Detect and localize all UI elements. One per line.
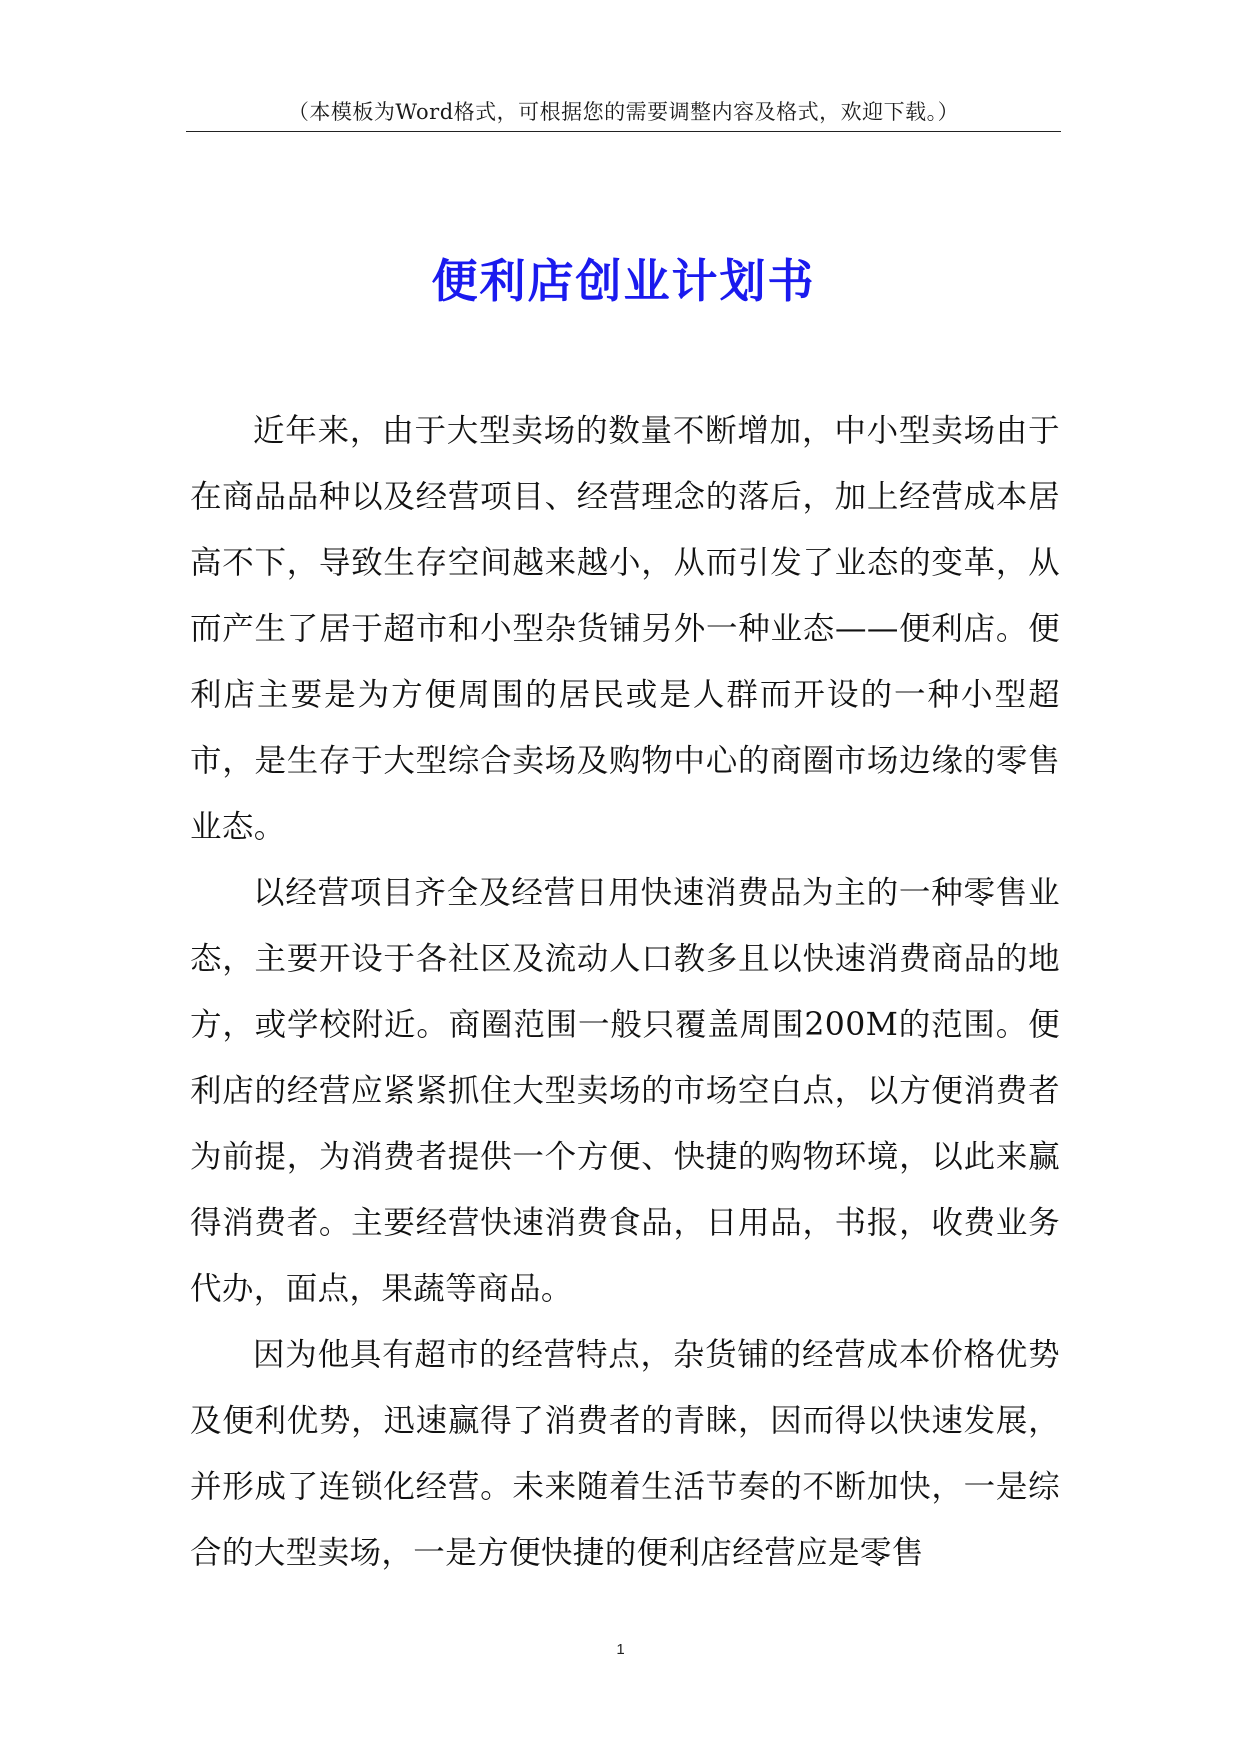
- template-note: （本模板为Word格式，可根据您的需要调整内容及格式，欢迎下载。）: [287, 100, 960, 124]
- paragraph-3: 因为他具有超市的经营特点，杂货铺的经营成本价格优势及便利优势，迅速赢得了消费者的青睐，因而得以快速发展，并形成了连锁化经营。未来随着生活节奏的不断加快，一是综合的大型卖场，一是方便快捷的便利店经营应是零售: [190, 1337, 1060, 1571]
- header-divider: [186, 131, 1061, 132]
- page-number: 1: [616, 1641, 625, 1658]
- document-body: [190, 398, 1060, 1586]
- document-title: 便利店创业计划书: [431, 253, 816, 308]
- paragraph-2: 以经营项目齐全及经营日用快速消费品为主的一种零售业态，主要开设于各社区及流动人口教多且以快速消费商品的地方，或学校附近。商圈范围一般只覆盖周围200M的范围。便利店的经营应紧紧抓住大型卖场的市场空白点，以方便消费者为前提，为消费者提供一个方便、快捷的购物环境，以此来赢得消费者。主要经营快速消费食品，日用品，书报，收费业务代办，面点，果蔬等商品。: [190, 875, 1060, 1307]
- paragraph-1: 近年来，由于大型卖场的数量不断增加，中小型卖场由于在商品品种以及经营项目、经营理念的落后，加上经营成本居高不下，导致生存空间越来越小，从而引发了业态的变革，从而产生了居于超市和小型杂货铺另外一种业态——便利店。便利店主要是为方便周围的居民或是人群而开设的一种小型超市，是生存于大型综合卖场及购物中心的商圈市场边缘的零售业态。: [190, 413, 1060, 845]
